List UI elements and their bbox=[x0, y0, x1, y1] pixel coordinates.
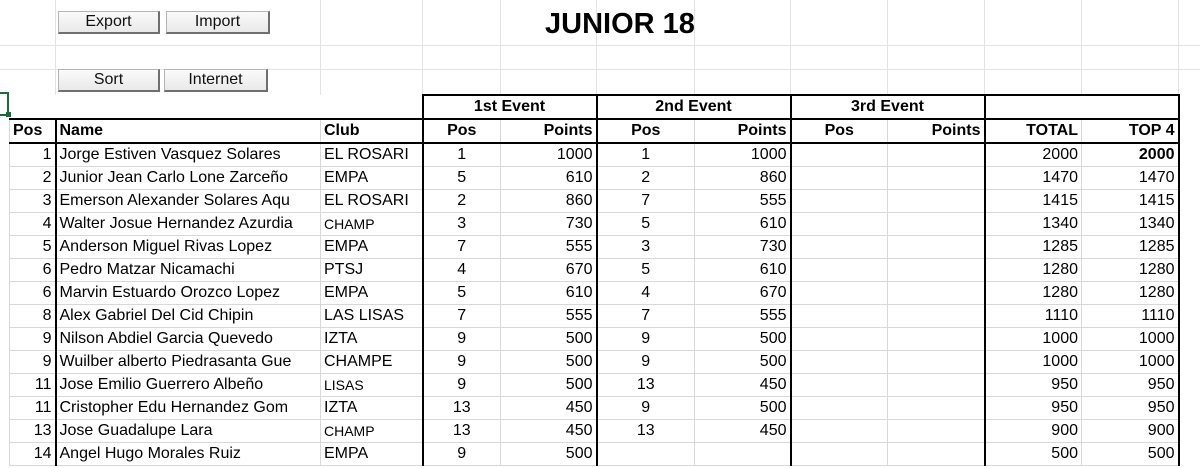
cell-name[interactable]: Anderson Miguel Rivas Lopez bbox=[56, 236, 321, 259]
cell-top4[interactable]: 900 bbox=[1082, 420, 1179, 443]
table-row bbox=[10, 236, 1179, 259]
cell-name[interactable]: Pedro Matzar Nicamachi bbox=[56, 259, 321, 282]
cell-e2-pos[interactable]: 5 bbox=[597, 213, 695, 236]
cell-e3-points[interactable] bbox=[888, 213, 985, 236]
cell-e1-pos[interactable]: 7 bbox=[423, 305, 501, 328]
cell-total[interactable]: 1280 bbox=[985, 282, 1082, 305]
table-row bbox=[10, 190, 1179, 213]
cell-pos[interactable]: 2 bbox=[10, 167, 56, 190]
cell-total[interactable]: 900 bbox=[985, 420, 1082, 443]
cell-e1-points[interactable]: 500 bbox=[501, 374, 597, 397]
cell-e3-points[interactable] bbox=[888, 236, 985, 259]
internet-button[interactable]: Internet bbox=[164, 69, 268, 92]
cell-e3-points[interactable] bbox=[888, 282, 985, 305]
cell-e2-pos[interactable]: 13 bbox=[597, 374, 695, 397]
cell-total[interactable]: 1000 bbox=[985, 351, 1082, 374]
cell-e3-points[interactable] bbox=[888, 443, 985, 466]
cell-e3-points[interactable] bbox=[888, 397, 985, 420]
cell-club[interactable]: IZTA bbox=[321, 397, 423, 420]
table-row bbox=[10, 420, 1179, 443]
cell-pos[interactable]: 8 bbox=[10, 305, 56, 328]
cell-e1-pos[interactable]: 2 bbox=[423, 190, 501, 213]
cell-pos[interactable]: 14 bbox=[10, 443, 56, 466]
cell-e1-points[interactable]: 500 bbox=[501, 328, 597, 351]
cell-e1-points[interactable]: 730 bbox=[501, 213, 597, 236]
cell-e2-points[interactable]: 610 bbox=[695, 213, 791, 236]
cell-top4[interactable]: 500 bbox=[1082, 443, 1179, 466]
cell-e2-points[interactable]: 670 bbox=[695, 282, 791, 305]
cell-top4[interactable]: 1280 bbox=[1082, 282, 1179, 305]
cell-name[interactable]: Jose Emilio Guerrero Albeño bbox=[56, 374, 321, 397]
cell-e3-pos[interactable] bbox=[791, 443, 888, 466]
cell-e2-points[interactable]: 555 bbox=[695, 190, 791, 213]
table-row bbox=[10, 282, 1179, 305]
table-row bbox=[10, 374, 1179, 397]
gridline bbox=[500, 0, 501, 95]
table-row bbox=[10, 213, 1179, 236]
cell-e1-points[interactable]: 1000 bbox=[501, 143, 597, 167]
col-header-e3-points: Points bbox=[888, 119, 985, 143]
cell-name[interactable]: Walter Josue Hernandez Azurdia bbox=[56, 213, 321, 236]
cell-e3-points[interactable] bbox=[888, 167, 985, 190]
cell-top4[interactable]: 1285 bbox=[1082, 236, 1179, 259]
cell-e2-pos[interactable]: 9 bbox=[597, 328, 695, 351]
cell-top4[interactable]: 1000 bbox=[1082, 328, 1179, 351]
event-group-header-row bbox=[10, 95, 1179, 119]
cell-e2-points[interactable]: 500 bbox=[695, 328, 791, 351]
cell-e1-pos[interactable]: 7 bbox=[423, 236, 501, 259]
col-header-top4: TOP 4 bbox=[1082, 119, 1179, 143]
cell-e1-points[interactable]: 610 bbox=[501, 282, 597, 305]
cell-e2-points[interactable]: 730 bbox=[695, 236, 791, 259]
cell-club[interactable]: EMPA bbox=[321, 236, 423, 259]
cell-e2-pos[interactable]: 4 bbox=[597, 282, 695, 305]
cell-name[interactable]: Jorge Estiven Vasquez Solares bbox=[56, 143, 321, 167]
table-row bbox=[10, 351, 1179, 374]
cell-e2-points[interactable]: 555 bbox=[695, 305, 791, 328]
event-3-header: 3rd Event bbox=[791, 95, 985, 119]
cell-name[interactable]: Junior Jean Carlo Lone Zarceño bbox=[56, 167, 321, 190]
cell-top4[interactable]: 2000 bbox=[1082, 143, 1179, 167]
cell-total[interactable]: 1285 bbox=[985, 236, 1082, 259]
cell-name[interactable]: Nilson Abdiel Garcia Quevedo bbox=[56, 328, 321, 351]
cell-e2-pos[interactable] bbox=[597, 443, 695, 466]
table-row bbox=[10, 259, 1179, 282]
gridline bbox=[0, 45, 1200, 46]
cell-e2-points[interactable]: 450 bbox=[695, 420, 791, 443]
table-row bbox=[10, 328, 1179, 351]
cell-e3-points[interactable] bbox=[888, 420, 985, 443]
gridline bbox=[887, 0, 888, 95]
cell-e3-points[interactable] bbox=[888, 374, 985, 397]
cell-e3-pos[interactable] bbox=[791, 374, 888, 397]
sort-button[interactable]: Sort bbox=[58, 69, 160, 92]
cell-top4[interactable]: 1110 bbox=[1082, 305, 1179, 328]
cell-e1-pos[interactable]: 3 bbox=[423, 213, 501, 236]
col-header-e1-pos: Pos bbox=[423, 119, 501, 143]
ranking-table bbox=[9, 94, 1180, 466]
col-header-e2-pos: Pos bbox=[597, 119, 695, 143]
cell-e3-pos[interactable] bbox=[791, 397, 888, 420]
cell-pos[interactable]: 1 bbox=[10, 143, 56, 167]
gridline bbox=[320, 0, 321, 95]
cell-name[interactable]: Wuilber alberto Piedrasanta Gue bbox=[56, 351, 321, 374]
col-header-e3-pos: Pos bbox=[791, 119, 888, 143]
col-header-pos: Pos bbox=[10, 119, 56, 143]
cell-e1-pos[interactable]: 5 bbox=[423, 167, 501, 190]
cell-name[interactable]: Cristopher Edu Hernandez Gom bbox=[56, 397, 321, 420]
cell-club[interactable]: CHAMP bbox=[321, 420, 423, 443]
cell-club[interactable]: EMPA bbox=[321, 167, 423, 190]
table-row bbox=[10, 397, 1179, 420]
cell-total[interactable]: 1470 bbox=[985, 167, 1082, 190]
cell-club[interactable]: PTSJ bbox=[321, 259, 423, 282]
cell-club[interactable]: LAS LISAS bbox=[321, 305, 423, 328]
cell-e1-points[interactable]: 450 bbox=[501, 420, 597, 443]
cell-name[interactable]: Alex Gabriel Del Cid Chipin bbox=[56, 305, 321, 328]
export-button[interactable]: Export bbox=[58, 11, 160, 34]
cell-total[interactable]: 950 bbox=[985, 374, 1082, 397]
cell-total[interactable]: 1000 bbox=[985, 328, 1082, 351]
cell-e1-pos[interactable]: 1 bbox=[423, 143, 501, 167]
cell-club[interactable]: CHAMPE bbox=[321, 351, 423, 374]
cell-e1-points[interactable]: 555 bbox=[501, 236, 597, 259]
cell-club[interactable]: CHAMP bbox=[321, 213, 423, 236]
cell-club[interactable]: EL ROSARI bbox=[321, 190, 423, 213]
cell-e1-pos[interactable]: 4 bbox=[423, 259, 501, 282]
cell-e3-points[interactable] bbox=[888, 351, 985, 374]
cell-e2-points[interactable]: 610 bbox=[695, 259, 791, 282]
gridline bbox=[790, 0, 791, 95]
cell-pos[interactable]: 13 bbox=[10, 420, 56, 443]
table-row bbox=[10, 305, 1179, 328]
gridline bbox=[422, 0, 423, 95]
cell-pos[interactable]: 4 bbox=[10, 213, 56, 236]
cell-pos[interactable]: 6 bbox=[10, 282, 56, 305]
cell-e3-pos[interactable] bbox=[791, 259, 888, 282]
import-button[interactable]: Import bbox=[166, 11, 270, 34]
cell-name[interactable]: Jose Guadalupe Lara bbox=[56, 420, 321, 443]
cell-e2-pos[interactable]: 13 bbox=[597, 420, 695, 443]
cell-name[interactable]: Marvin Estuardo Orozco Lopez bbox=[56, 282, 321, 305]
cell-e3-points[interactable] bbox=[888, 190, 985, 213]
cell-club[interactable]: IZTA bbox=[321, 328, 423, 351]
cell-e3-pos[interactable] bbox=[791, 167, 888, 190]
event-1-header: 1st Event bbox=[423, 95, 597, 119]
cell-top4[interactable]: 950 bbox=[1082, 397, 1179, 420]
cell-e2-points[interactable]: 860 bbox=[695, 167, 791, 190]
cell-e2-pos[interactable]: 1 bbox=[597, 143, 695, 167]
cell-top4[interactable]: 1470 bbox=[1082, 167, 1179, 190]
cell-total[interactable]: 2000 bbox=[985, 143, 1082, 167]
gridline bbox=[55, 0, 56, 95]
cell-e1-points[interactable]: 450 bbox=[501, 397, 597, 420]
cell-e1-points[interactable]: 860 bbox=[501, 190, 597, 213]
cell-e3-pos[interactable] bbox=[791, 190, 888, 213]
cell-e2-points[interactable]: 1000 bbox=[695, 143, 791, 167]
cell-e1-points[interactable]: 555 bbox=[501, 305, 597, 328]
cell-top4[interactable]: 1280 bbox=[1082, 259, 1179, 282]
cell-total[interactable]: 1280 bbox=[985, 259, 1082, 282]
cell-e3-points[interactable] bbox=[888, 143, 985, 167]
cell-e3-points[interactable] bbox=[888, 305, 985, 328]
cell-e2-points[interactable]: 500 bbox=[695, 351, 791, 374]
cell-e3-pos[interactable] bbox=[791, 282, 888, 305]
cell-pos[interactable]: 9 bbox=[10, 351, 56, 374]
cell-e2-points[interactable]: 450 bbox=[695, 374, 791, 397]
cell-e3-pos[interactable] bbox=[791, 236, 888, 259]
cell-e2-pos[interactable]: 2 bbox=[597, 167, 695, 190]
cell-e1-pos[interactable]: 9 bbox=[423, 374, 501, 397]
cell-e1-points[interactable]: 670 bbox=[501, 259, 597, 282]
col-header-e1-points: Points bbox=[501, 119, 597, 143]
cell-pos[interactable]: 11 bbox=[10, 374, 56, 397]
gridline bbox=[1081, 0, 1082, 95]
event-2-header: 2nd Event bbox=[597, 95, 791, 119]
cell-pos[interactable]: 3 bbox=[10, 190, 56, 213]
cell-club[interactable]: EMPA bbox=[321, 282, 423, 305]
cell-e3-pos[interactable] bbox=[791, 213, 888, 236]
cell-pos[interactable]: 11 bbox=[10, 397, 56, 420]
gridline bbox=[1178, 0, 1179, 95]
cell-e2-pos[interactable]: 9 bbox=[597, 351, 695, 374]
cell-e2-pos[interactable]: 5 bbox=[597, 259, 695, 282]
cell-e3-pos[interactable] bbox=[791, 351, 888, 374]
cell-e2-pos[interactable]: 9 bbox=[597, 397, 695, 420]
cell-total[interactable]: 950 bbox=[985, 397, 1082, 420]
gridline bbox=[984, 0, 985, 95]
cell-total[interactable]: 1110 bbox=[985, 305, 1082, 328]
cell-e2-points[interactable] bbox=[695, 443, 791, 466]
column-header-row bbox=[10, 119, 1179, 143]
cell-e1-pos[interactable]: 9 bbox=[423, 351, 501, 374]
cell-e1-pos[interactable]: 9 bbox=[423, 443, 501, 466]
cell-e3-points[interactable] bbox=[888, 259, 985, 282]
cell-pos[interactable]: 9 bbox=[10, 328, 56, 351]
col-header-name: Name bbox=[56, 119, 321, 143]
cell-e1-pos[interactable]: 13 bbox=[423, 397, 501, 420]
cell-e2-pos[interactable]: 7 bbox=[597, 305, 695, 328]
cell-pos[interactable]: 5 bbox=[10, 236, 56, 259]
totals-header bbox=[985, 95, 1179, 119]
cell-e1-points[interactable]: 610 bbox=[501, 167, 597, 190]
cell-e3-pos[interactable] bbox=[791, 143, 888, 167]
table-row bbox=[10, 443, 1179, 466]
cell-top4[interactable]: 1415 bbox=[1082, 190, 1179, 213]
cell-e1-points[interactable]: 500 bbox=[501, 443, 597, 466]
cell-total[interactable]: 1415 bbox=[985, 190, 1082, 213]
cell-name[interactable]: Emerson Alexander Solares Aqu bbox=[56, 190, 321, 213]
cell-total[interactable]: 1340 bbox=[985, 213, 1082, 236]
cell-club[interactable]: EMPA bbox=[321, 443, 423, 466]
cell-e3-pos[interactable] bbox=[791, 305, 888, 328]
sheet-title: JUNIOR 18 bbox=[545, 8, 695, 40]
cell-e2-pos[interactable]: 7 bbox=[597, 190, 695, 213]
col-header-club: Club bbox=[321, 119, 423, 143]
cell-top4[interactable]: 1340 bbox=[1082, 213, 1179, 236]
cell-e3-pos[interactable] bbox=[791, 420, 888, 443]
table-row bbox=[10, 143, 1179, 167]
cell-e1-pos[interactable]: 5 bbox=[423, 282, 501, 305]
cell-e3-pos[interactable] bbox=[791, 328, 888, 351]
cell-club[interactable]: EL ROSARI bbox=[321, 143, 423, 167]
cell-name[interactable]: Angel Hugo Morales Ruiz bbox=[56, 443, 321, 466]
cell-total[interactable]: 500 bbox=[985, 443, 1082, 466]
cell-e1-pos[interactable]: 9 bbox=[423, 328, 501, 351]
col-header-e2-points: Points bbox=[695, 119, 791, 143]
cell-e3-points[interactable] bbox=[888, 328, 985, 351]
cell-e2-points[interactable]: 500 bbox=[695, 397, 791, 420]
cell-e2-pos[interactable]: 3 bbox=[597, 236, 695, 259]
cell-e1-pos[interactable]: 13 bbox=[423, 420, 501, 443]
table-row bbox=[10, 167, 1179, 190]
cell-club[interactable]: LISAS bbox=[321, 374, 423, 397]
cell-top4[interactable]: 950 bbox=[1082, 374, 1179, 397]
cell-e1-points[interactable]: 500 bbox=[501, 351, 597, 374]
cell-top4[interactable]: 1000 bbox=[1082, 351, 1179, 374]
col-header-total: TOTAL bbox=[985, 119, 1082, 143]
cell-pos[interactable]: 6 bbox=[10, 259, 56, 282]
